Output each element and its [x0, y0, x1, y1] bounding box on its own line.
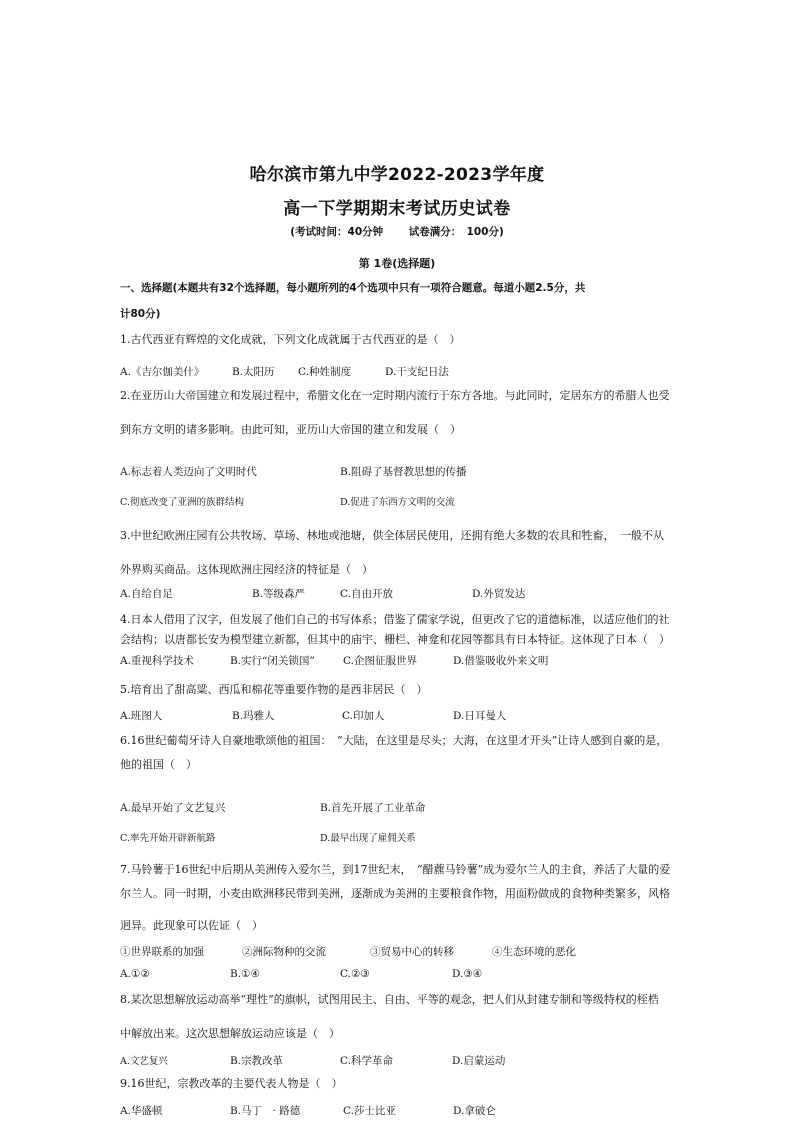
question-8-stem-line1: 8.某次思想解放运动高举“理性”的旗帜，试图用民主、自由、平等的观念，把人们从封建专制和等级特权的桎梏 — [120, 993, 659, 1006]
question-6-stem-line2: 他的祖国（ ） — [120, 758, 197, 771]
question-7-option-c: C.②③ — [340, 968, 370, 980]
question-7-option-d: D.③④ — [452, 968, 483, 980]
question-5-option-b: B.玛雅人 — [232, 710, 275, 722]
question-1-stem: 1.古代西亚有辉煌的文化成就，下列文化成就属于古代西亚的是（ ） — [120, 333, 461, 346]
question-8-option-b: B.宗教改革 — [230, 1055, 284, 1067]
school-title: 哈尔滨市第九中学2022-2023学年度 — [249, 165, 545, 185]
question-6-stem-line1: 6.16世纪葡萄牙诗人自豪地歌颂他的祖国： “大陆，在这里是尽头；大海，在这里才开头”让诗人感到自豪的是， — [120, 734, 668, 747]
question-7-stem-line3: 迥异。此现象可以佐证（ ） — [120, 919, 263, 932]
question-7-stem-line1: 7.马铃薯于16世纪中后期从美洲传入爱尔兰，到17世纪末， “醋藨马铃薯”成为爱尔兰人的主食，养活了大量的爱 — [120, 863, 671, 876]
question-9-stem: 9.16世纪，宗教改革的主要代表人物是（ ） — [120, 1077, 343, 1090]
question-4-option-d: D.借鉴吸收外来文明 — [453, 655, 549, 667]
section-instructions-line1: 一、选择题(本题共有32个选择题，每小题所列的4个选项中只有一项符合题意。每道小题2.5分，共 — [120, 282, 586, 294]
exam-title: 高一下学期期末考试历史试卷 — [283, 199, 511, 219]
exam-time: (考试时间：40分钟 — [290, 226, 384, 238]
question-5-option-c: C.印加人 — [342, 710, 385, 722]
question-5-option-a: A.班图人 — [120, 710, 163, 722]
question-9-option-a: A.华盛顿 — [120, 1105, 163, 1117]
question-9-option-d: D.拿破仑 — [453, 1105, 496, 1117]
question-4-option-b: B.实行“闭关锁国” — [230, 655, 315, 667]
exam-info — [0, 224, 794, 239]
question-7-statement-2: ②洲际物种的交流 — [242, 946, 326, 958]
question-9-option-c: C.莎士比亚 — [343, 1105, 396, 1117]
question-1-option-d: D.干支纪日法 — [385, 366, 449, 378]
question-6-option-b: B.首先开展了工业革命 — [320, 802, 426, 814]
question-3-stem-line2: 外界购买商品。这体现欧洲庄园经济的特征是（ ） — [120, 563, 373, 576]
exam-score: 试卷满分： 100分) — [408, 226, 504, 238]
question-3-option-a: A.自给自足 — [120, 588, 173, 600]
question-6-option-c: C.率先开始开辟新航路 — [120, 833, 216, 844]
question-3-stem-line1: 3.中世纪欧洲庄园有公共牧场、草场、林地或池塘，供全体居民使用，还拥有绝大多数的农具和牲畜， 一般不从 — [120, 529, 664, 542]
question-2-option-b: B.阻碍了基督教思想的传播 — [340, 466, 467, 478]
question-7-statement-1: ①世界联系的加强 — [120, 946, 204, 958]
question-1-option-a: A.《吉尔伽美什》 — [120, 366, 205, 378]
question-7-option-b: B.①④ — [230, 968, 260, 980]
question-2-option-a: A.标志着人类迈向了文明时代 — [120, 466, 257, 478]
question-4-stem-line2: 会结构；以唐都长安为模型建立新都，但其中的庙宇、栅栏、神龛和花园等都具有日本特征。这体现了日本（ ） — [120, 633, 670, 646]
section-instructions-line2: 计80分) — [120, 308, 161, 320]
question-1-option-b: B.太阳历 — [232, 366, 275, 378]
question-8-option-a: A.文艺复兴 — [120, 1056, 168, 1067]
question-3-option-b: B.等级森严 — [252, 588, 306, 600]
question-2-stem-line1: 2.在亚历山大帝国建立和发展过程中，希腊文化在一定时期内流行于东方各地。与此同时，定居东方的希腊人也受 — [120, 389, 670, 402]
question-7-option-a: A.①② — [120, 968, 150, 980]
question-5-stem: 5.培育出了甜高粱、西瓜和棉花等重要作物的是西非居民（ ） — [120, 683, 428, 696]
question-4-option-c: C.企图征服世界 — [343, 655, 417, 667]
question-4-option-a: A.重视科学技术 — [120, 655, 194, 667]
question-3-option-d: D.外贸发达 — [472, 588, 526, 600]
question-7-statement-4: ④生态环境的恶化 — [492, 946, 576, 958]
question-8-option-d: D.启蒙运动 — [452, 1055, 506, 1067]
volume-heading: 第 1卷(选择题) — [358, 257, 436, 270]
question-3-option-c: C.自由开放 — [340, 588, 393, 600]
question-2-stem-line2: 到东方文明的诸多影响。由此可知，亚历山大帝国的建立和发展（ ） — [120, 423, 461, 436]
question-8-option-c: C.科学革命 — [340, 1055, 393, 1067]
question-4-stem-line1: 4.日本人借用了汉字，但发展了他们自己的书写体系；借鉴了儒家学说，但更改了它的道德标准，以适应他们的社 — [120, 613, 670, 626]
question-6-option-a: A.最早开始了文艺复兴 — [120, 802, 226, 814]
question-9-option-b: B.马丁 · 路德 — [230, 1105, 301, 1117]
question-7-statement-3: ③贸易中心的转移 — [370, 946, 454, 958]
question-5-option-d: D.日耳曼人 — [453, 710, 507, 722]
question-8-stem-line2: 中解放出来。这次思想解放运动应该是（ ） — [120, 1027, 340, 1040]
question-2-option-c: C.彻底改变了亚洲的族群结构 — [120, 497, 244, 508]
question-1-option-c: C.种姓制度 — [298, 366, 351, 378]
question-2-option-d: D.促进了东西方文明的交流 — [340, 497, 455, 508]
question-7-stem-line2: 尔兰人。同一时期，小麦由欧洲移民带到美洲，逐渐成为美洲的主要粮食作物，用面粉做成的食物种类繁多，风格 — [120, 887, 670, 900]
question-6-option-d: D.最早出现了雇佣关系 — [320, 833, 416, 844]
